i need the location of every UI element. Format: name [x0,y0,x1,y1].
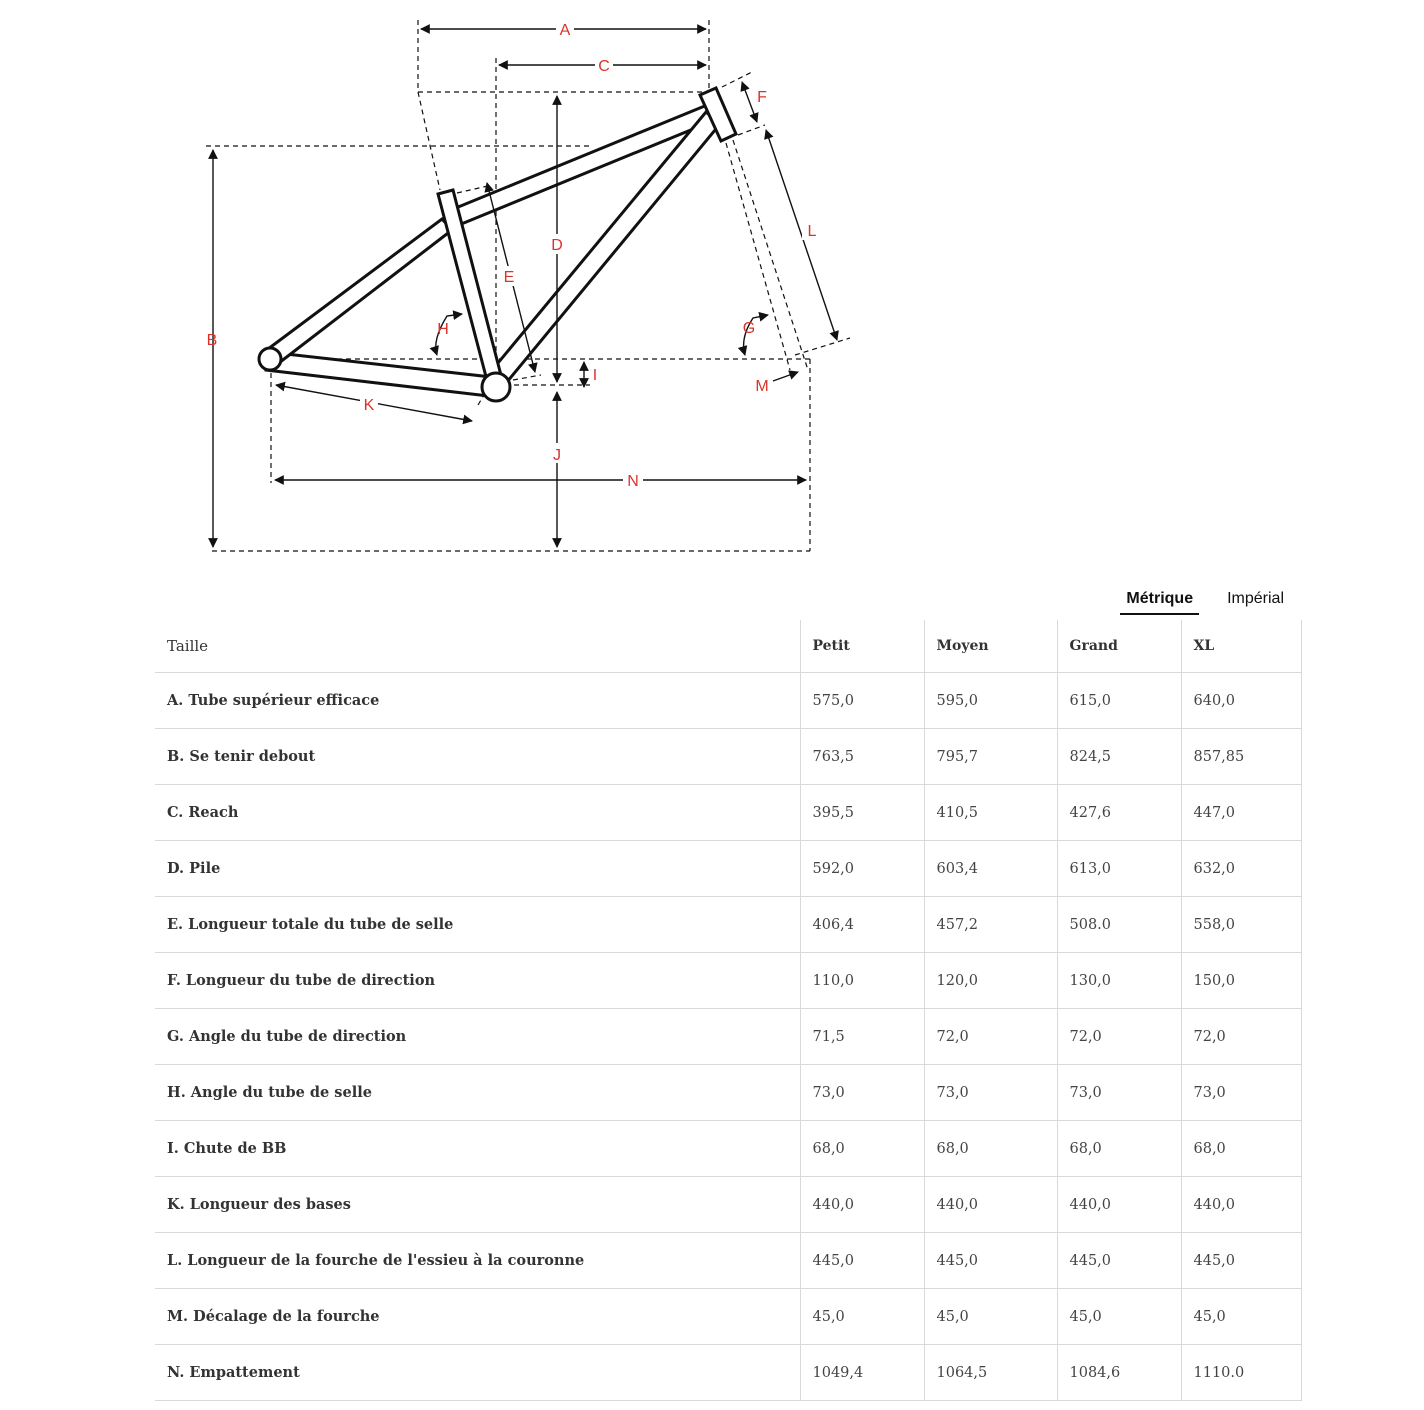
construction-lines [206,20,850,551]
row-value: 445,0 [1181,1233,1301,1289]
letter-l: L [807,223,817,240]
table-row [155,1289,1301,1345]
row-value: 395,5 [800,785,924,841]
column-header-grand: Grand [1057,620,1181,673]
row-value: 45,0 [924,1289,1057,1345]
row-value: 824,5 [1057,729,1181,785]
row-value: 440,0 [800,1177,924,1233]
row-value: 73,0 [800,1065,924,1121]
row-value: 440,0 [1057,1177,1181,1233]
letter-d: D [551,237,563,254]
letter-g: G [742,320,756,337]
row-label: A. Tube supérieur efficace [155,673,800,729]
letter-i: I [592,367,598,384]
column-header-moyen: Moyen [924,620,1057,673]
row-value: 410,5 [924,785,1057,841]
row-label: E. Longueur totale du tube de selle [155,897,800,953]
row-label: I. Chute de BB [155,1121,800,1177]
letter-e: E [503,269,515,286]
row-value: 613,0 [1057,841,1181,897]
unit-toggle [1120,588,1290,615]
seat-stay [264,219,452,366]
row-value: 73,0 [1057,1065,1181,1121]
table-row [155,1121,1301,1177]
row-value: 72,0 [924,1009,1057,1065]
row-value: 73,0 [924,1065,1057,1121]
letter-k: K [363,397,375,414]
row-value: 72,0 [1181,1009,1301,1065]
row-label: N. Empattement [155,1345,800,1401]
row-value: 68,0 [1057,1121,1181,1177]
row-value: 595,0 [924,673,1057,729]
row-value: 603,4 [924,841,1057,897]
row-value: 150,0 [1181,953,1301,1009]
frame-geometry-diagram [0,0,1424,580]
table-row [155,729,1301,785]
dimension-arrows [213,29,837,547]
column-header-xl: XL [1181,620,1301,673]
row-value: 440,0 [1181,1177,1301,1233]
row-value: 508.0 [1057,897,1181,953]
table-row [155,673,1301,729]
row-value: 857,85 [1181,729,1301,785]
bike-frame [259,88,736,401]
table-row [155,1177,1301,1233]
row-value: 1110.0 [1181,1345,1301,1401]
row-value: 440,0 [924,1177,1057,1233]
rear-axle [259,348,281,370]
row-value: 68,0 [924,1121,1057,1177]
column-header-size: Taille [155,620,800,673]
table-row [155,785,1301,841]
row-value: 445,0 [1057,1233,1181,1289]
tab-metric[interactable]: Métrique [1120,588,1199,615]
letter-f: F [757,89,767,106]
row-value: 427,6 [1057,785,1181,841]
table-row [155,897,1301,953]
row-value: 615,0 [1057,673,1181,729]
row-value: 1084,6 [1057,1345,1181,1401]
row-value: 447,0 [1181,785,1301,841]
table-row [155,1065,1301,1121]
tab-imperial[interactable]: Impérial [1227,590,1284,607]
table-header-row [155,620,1301,673]
row-value: 457,2 [924,897,1057,953]
row-value: 73,0 [1181,1065,1301,1121]
table-row [155,841,1301,897]
row-value: 120,0 [924,953,1057,1009]
row-label: M. Décalage de la fourche [155,1289,800,1345]
column-header-petit: Petit [800,620,924,673]
row-value: 68,0 [800,1121,924,1177]
row-value: 45,0 [800,1289,924,1345]
row-value: 406,4 [800,897,924,953]
row-label: B. Se tenir debout [155,729,800,785]
row-value: 45,0 [1057,1289,1181,1345]
letter-c: C [598,58,610,75]
row-value: 795,7 [924,729,1057,785]
row-label: D. Pile [155,841,800,897]
row-value: 1049,4 [800,1345,924,1401]
row-value: 592,0 [800,841,924,897]
row-value: 110,0 [800,953,924,1009]
row-value: 45,0 [1181,1289,1301,1345]
bottom-bracket [482,373,510,401]
row-label: H. Angle du tube de selle [155,1065,800,1121]
row-value: 558,0 [1181,897,1301,953]
row-value: 130,0 [1057,953,1181,1009]
letter-m: M [755,378,769,395]
row-label: C. Reach [155,785,800,841]
table-row [155,953,1301,1009]
row-value: 445,0 [924,1233,1057,1289]
geometry-table [155,620,1302,1401]
row-value: 68,0 [1181,1121,1301,1177]
row-value: 763,5 [800,729,924,785]
letter-n: N [627,473,639,490]
row-value: 71,5 [800,1009,924,1065]
table-row [155,1009,1301,1065]
table-row [155,1233,1301,1289]
row-label: F. Longueur du tube de direction [155,953,800,1009]
row-value: 640,0 [1181,673,1301,729]
row-value: 1064,5 [924,1345,1057,1401]
letter-h: H [437,321,449,338]
table-body [155,673,1301,1401]
row-value: 632,0 [1181,841,1301,897]
letter-a: A [559,22,571,39]
row-value: 445,0 [800,1233,924,1289]
letter-j: J [553,447,561,464]
row-value: 72,0 [1057,1009,1181,1065]
row-label: L. Longueur de la fourche de l'essieu à la couronne [155,1233,800,1289]
row-label: G. Angle du tube de direction [155,1009,800,1065]
letter-b: B [206,332,218,349]
row-label: K. Longueur des bases [155,1177,800,1233]
table-row [155,1345,1301,1401]
row-value: 575,0 [800,673,924,729]
